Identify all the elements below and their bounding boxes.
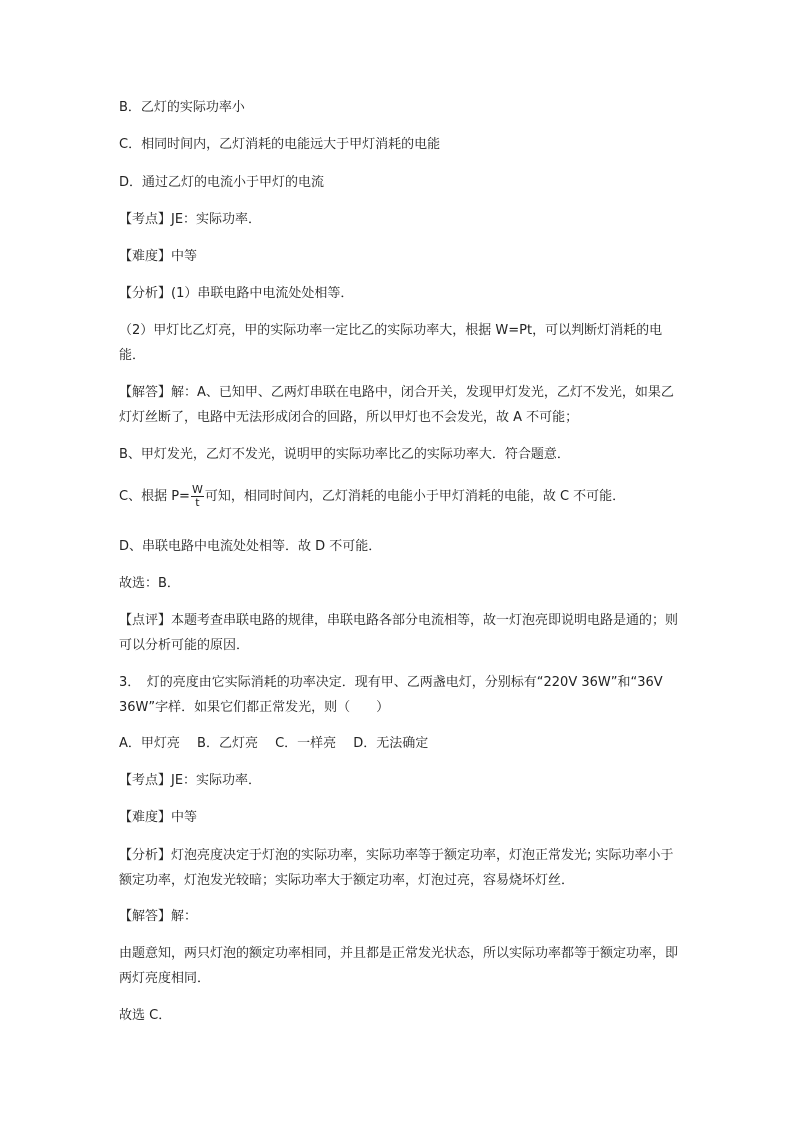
q2-option-c: C．相同时间内，乙灯消耗的电能远大于甲灯消耗的电能: [119, 137, 441, 152]
q2-jieda-c-pre: C、根据 P=: [119, 489, 190, 504]
q2-jieda-d: D、串联电路中电流处处相等．故 D 不可能．: [119, 539, 382, 554]
q3-jieda: 【解答】解：: [119, 909, 198, 924]
q3-nandu: 【难度】中等: [119, 810, 198, 825]
q2-jieda-a: 【解答】解：A、已知甲、乙两灯串联在电路中，闭合开关，发现甲灯发光，乙灯不发光，如果乙灯灯丝断了，电路中无法形成闭合的回路，所以甲灯也不会发光，故 A 不可能；: [119, 385, 674, 425]
q2-option-b: B．乙灯的实际功率小: [119, 100, 245, 115]
q3-kaodian: 【考点】JE：实际功率．: [119, 773, 262, 788]
q2-option-d: D．通过乙灯的电流小于甲灯的电流: [119, 175, 325, 190]
q2-jieda-c-post: 可知，相同时间内，乙灯消耗的电能小于甲灯消耗的电能，故 C 不可能．: [204, 489, 626, 504]
q3-options: A．甲灯亮 B．乙灯亮 C．一样亮 D．无法确定: [119, 736, 429, 751]
q2-guxuan: 故选：B．: [119, 576, 180, 591]
q2-nandu: 【难度】中等: [119, 249, 198, 264]
q2-fenxi-1: 【分析】(1）串联电路中电流处处相等．: [119, 286, 354, 301]
q3-fenxi: 【分析】灯泡亮度决定于灯泡的实际功率，实际功率等于额定功率，灯泡正常发光; 实际功率小于额定功率，灯泡发光较暗；实际功率大于额定功率，灯泡过亮，容易烧坏灯丝．: [119, 848, 674, 888]
q2-jieda-c: [119, 482, 694, 512]
fraction-w-over-t: [191, 484, 204, 509]
q2-jieda-b: B、甲灯发光，乙灯不发光，说明甲的实际功率比乙的实际功率大．符合题意．: [119, 447, 570, 462]
q2-dianping: 【点评】本题考查串联电路的规律，串联电路各部分电流相等，故一灯泡亮即说明电路是通的；则可以分析可能的原因．: [119, 613, 679, 653]
fraction-denominator: t: [195, 496, 200, 509]
q2-fenxi-2: （2）甲灯比乙灯亮，甲的实际功率一定比乙的实际功率大，根据 W=Pt，可以判断灯消耗的电能．: [119, 323, 663, 363]
q3-guxuan: 故选 C．: [119, 1008, 172, 1023]
q3-jieda-body: 由题意知，两只灯泡的额定功率相同，并且都是正常发光状态，所以实际功率都等于额定功率，即两灯亮度相同．: [119, 946, 679, 986]
q2-kaodian: 【考点】JE：实际功率．: [119, 212, 262, 227]
q3-stem: 3． 灯的亮度由它实际消耗的功率决定．现有甲、乙两盏电灯，分别标有“220V 36W”和“36V 36W”字样．如果它们都正常发光，则（ ）: [119, 675, 663, 715]
fraction-numerator: W: [191, 483, 203, 496]
